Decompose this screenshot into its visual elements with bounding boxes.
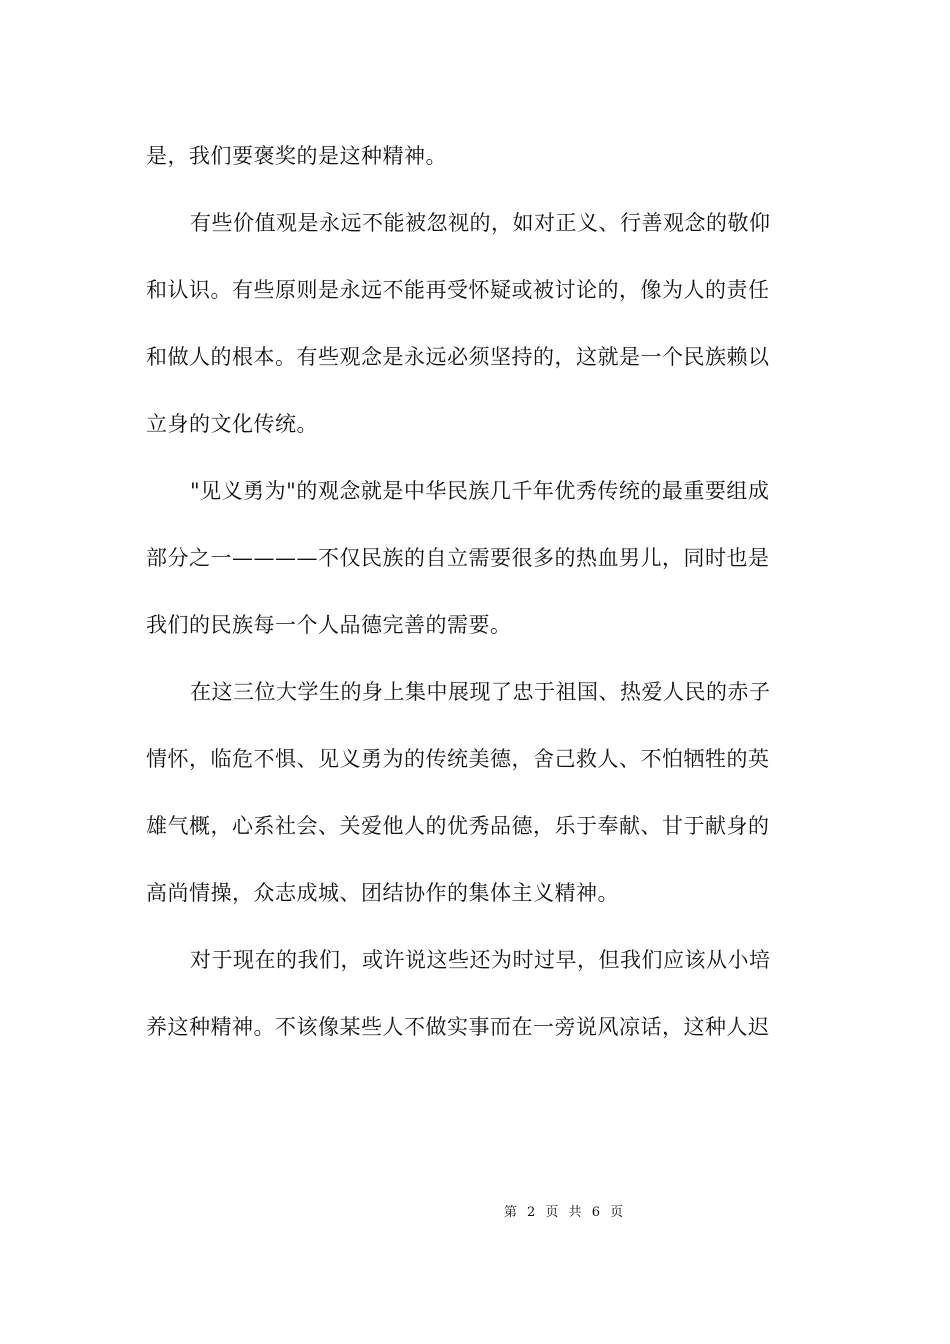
document-body — [146, 128, 810, 1066]
text-line: 养这种精神。不该像某些人不做实事而在一旁说风凉话，这种人迟 — [146, 1015, 770, 1039]
text-line: 是，我们要褒奖的是这种精神。 — [146, 144, 447, 168]
paragraph-first-line: 对于现在的我们，或许说这些还为时过早，但我们应该从小培 — [190, 948, 771, 972]
text-line: 高尚情操，众志成城、团结协作的集体主义精神。 — [146, 881, 619, 905]
text-line: 情怀，临危不惧、见义勇为的传统美德，舍己救人、不怕牺牲的英 — [146, 747, 770, 771]
text-line: 和做人的根本。有些观念是永远必须坚持的，这就是一个民族赖以 — [146, 345, 770, 369]
text-line: 和认识。有些原则是永远不能再受怀疑或被讨论的，像为人的责任 — [146, 278, 770, 302]
paragraph-first-line: "见义勇为"的观念就是中华民族几千年优秀传统的最重要组成 — [190, 479, 770, 503]
text-line: 立身的文化传统。 — [146, 412, 318, 436]
text-line: 我们的民族每一个人品德完善的需要。 — [146, 613, 512, 637]
page-number-footer: 第 2 页 共 6 页 — [503, 1205, 627, 1220]
text-line: 雄气概，心系社会、关爱他人的优秀品德，乐于奉献、甘于献身的 — [146, 814, 770, 838]
paragraph-first-line: 有些价值观是永远不能被忽视的，如对正义、行善观念的敬仰 — [190, 211, 771, 235]
text-line: 部分之一————不仅民族的自立需要很多的热血男儿，同时也是 — [146, 546, 770, 570]
paragraph-first-line: 在这三位大学生的身上集中展现了忠于祖国、热爱人民的赤子 — [190, 680, 771, 704]
